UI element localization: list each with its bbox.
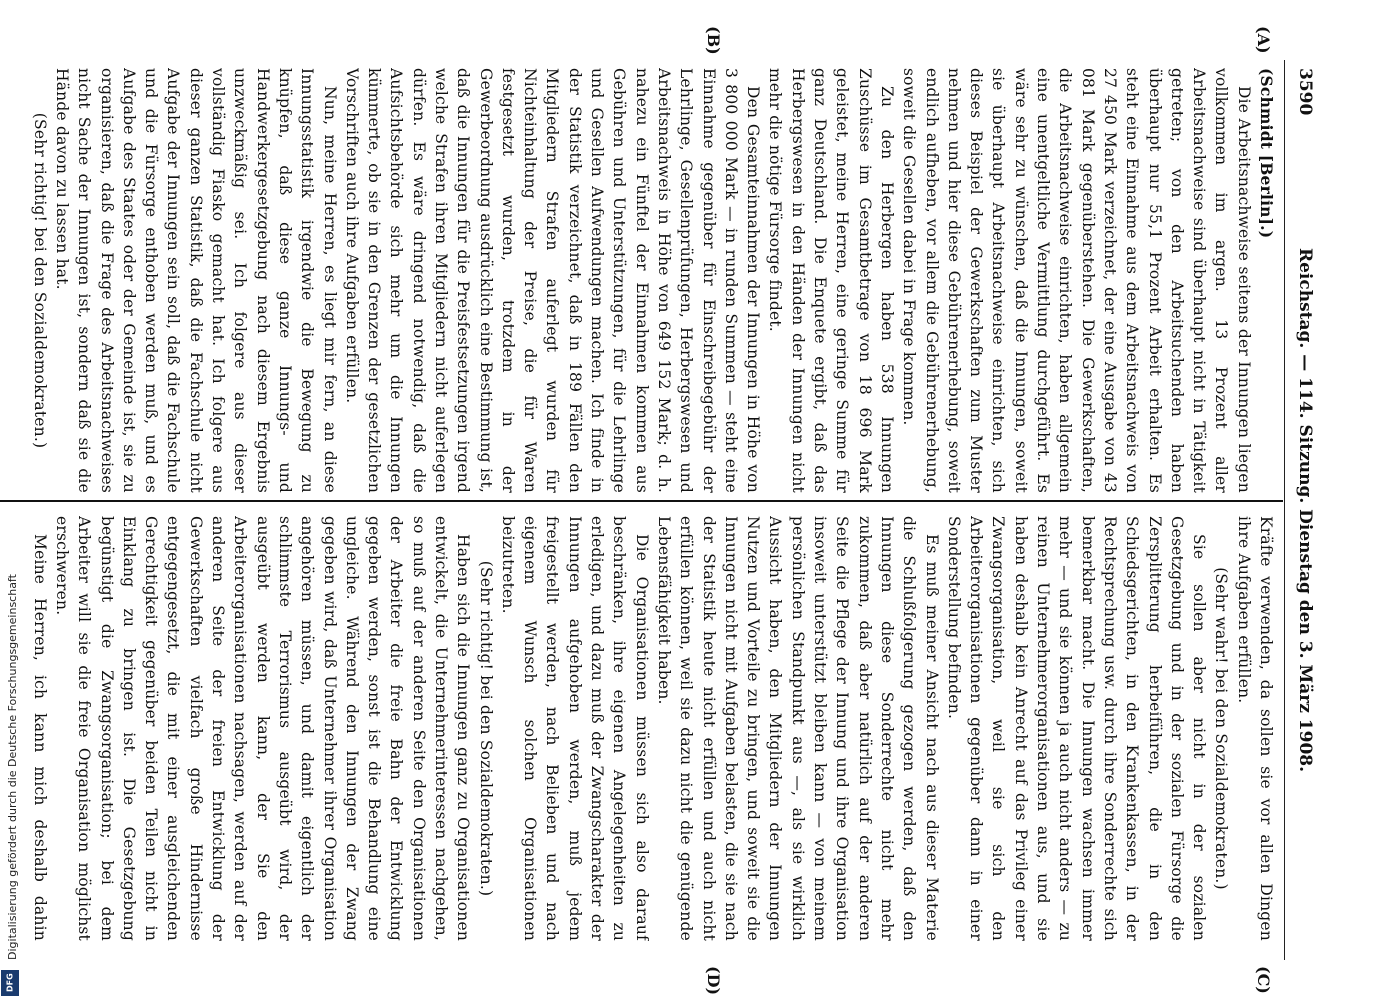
paragraph: Zu den Herbergen haben 538 Innungen Zuschüsse im Gesamtbetrage von 18 696 Mark geleistet, meine Herren, eine geringe Summe für ganz Deutschland. Die Enquete ergibt, daß das Herbergswesen in den Händen der Innungen nicht mehr die nötige Fürsorge findet. <box>766 68 896 493</box>
digitization-credit: Digitalisierung gefördert durch die Deutsche Forschungsgemeinschaft <box>6 574 19 960</box>
left-column <box>27 68 1277 493</box>
page-number: 3590 <box>1295 68 1315 116</box>
paragraph: Haben sich die Innungen ganz zu Organisationen entwickelt, die Unternehmerinteressen nachgehen, so muß auf der anderen Seite den Organisationen der Arbeiter die freie Bahn der Entwicklung gegeben werden, sonst ist die Behandlung eine ungleiche. Während den Innungen der Zwang gegeben wird, daß Unternehmer ihrer Organisation angehören müssen, und damit eigentlich der schlimmste Terrorismus ausgeübt wird, der ausgeübt werden kann, der Sie den Arbeiterorganisationen nachsagen, werden auf der anderen Seite der freien Entwicklung der Gewerkschaften vielfach große Hindernisse entgegengesetzt, die mit einer ausgleichenden Gerechtigkeit gegenüber beiden Teilen nicht in Einklang zu bringen ist. Die Gesetzgebung begünstigt die Zwangsorganisation; bei dem Arbeiter will sie die freie Organisation möglichst erschweren. <box>52 516 473 941</box>
paragraph: Kräfte verwenden, da sollen sie vor allen Dingen ihre Aufgaben erfüllen. <box>1234 516 1275 941</box>
interjection: (Sehr richtig! bei den Sozialdemokraten.) <box>30 112 49 449</box>
paragraph: Nun, meine Herren, es liegt mir fern, an diese Innungsstatistik irgendwie die Bewegung zu knüpfen, daß diese ganze Innungs- und Handwerkergesetzgebung nach diesem Ergebnis unzweckmäßig sei. Ich folgere aus dieser vollständig Fiasko gemacht hat. Ich folgere aus dieser ganzen Statistik, daß die Fachschule nicht Aufgabe der Innungen sein soll, daß die Fachschule und die Fürsorge enthoben werden muß, und es Aufgabe des Staates oder der Gemeinde ist, sie zu organisieren, daß die Frage des Arbeitsnachweises nicht Sache der Innungen ist, sondern daß sie die Hände davon zu lassen hat. <box>52 68 339 493</box>
interjection: (Sehr richtig! bei den Sozialdemokraten.) <box>476 560 495 897</box>
page-header <box>1284 60 1323 960</box>
right-column <box>27 516 1277 941</box>
paragraph: Den Gesamteinnahmen der Innungen in Höhe von 3 800 000 Mark — in runden Summen — steht eine Einnahme gegenüber für Einschreibegebühr der Lehrlinge, Gesellenprüfungen, Herbergswesen und Arbeitsnachweis in Höhe von 649 152 Mark; d. h. nahezu ein Fünftel der Einnahmen kommen aus Gebühren und Unterstützungen, für die Lehrlinge und Gesellen Aufwendungen machen. Ich finde in der Statistik verzeichnet, daß in 189 Fällen den Mitgliedern Strafen auferlegt wurden für Nichteinhaltung der Preise, die für Waren festgesetzt wurden, trotzdem in der Gewerbeordnung ausdrücklich eine Bestimmung ist, daß die Innungen für die Preisfestsetzungen irgend welche Strafen ihren Mitgliedern nicht auferlegen dürfen. Es wäre dringend notwendig, daß die Aufsichtsbehörde sich mehr um die Innungen kümmerte, ob sie in den Grenzen der gesetzlichen Vorschriften auch ihre Aufgaben erfüllen. <box>342 68 763 493</box>
margin-marker-b: (B) <box>704 26 723 55</box>
page-content <box>23 26 1323 996</box>
running-title: Reichstag. — 114. Sitzung. Dienstag den 3. März 1908. <box>1295 247 1315 773</box>
dfg-logo: DFG <box>1 970 19 996</box>
paragraph: Sie sollen aber nicht in der sozialen Gesetzgebung und in der sozialen Fürsorge die Zersplitterung herbeiführen, die in den Schiedsgerichten, in den Krankenkassen, in der Rechtsprechung usw. durch ihre Sonderrechte sich bemerkbar macht. Die Innungen wachsen immer mehr — und sie können ja auch nicht anders — zu reinen Unternehmerorganisationen aus, und sie haben deshalb kein Anrecht auf das Privileg einer Zwangsorganisation, weil sie sich den Arbeiterorganisationen gegenüber dann in einer Sonderstellung befinden. <box>944 516 1209 941</box>
margin-marker-a: (A) <box>1254 26 1273 54</box>
column-divider <box>0 500 1283 502</box>
margin-marker-c: (C) <box>1254 966 1273 994</box>
margin-marker-d: (D) <box>704 966 723 996</box>
paragraph: Die Arbeitsnachweise seitens der Innungen liegen vollkommen im argen. 13 Prozent aller Arbeitsnachweise sind überhaupt nicht in Tätigkeit getreten; von den Arbeitsuchenden haben überhaupt nur 55,1 Prozent Arbeit erhalten. Es steht eine Einnahme aus dem Arbeitsnachweis von 27 450 Mark verzeichnet, der eine Ausgabe von 43 081 Mark gegenüberstehen. Die Gewerkschaften, die Arbeitsnachweise einrichten, haben allgemein eine unentgeltliche Vermittlung durchgeführt. Es wäre sehr zu wünschen, daß die Innungen, soweit sie überhaupt Arbeitsnachweise einrichten, sich dieses Beispiel der Gewerkschaften zum Muster nehmen und hier diese Gebührenerhebung, soweit endlich aufheben, vor allem die Gebührenerhebung, soweit die Gesellen dabei in Frage kommen. <box>900 68 1253 493</box>
speaker-line: (Schmidt [Berlin].) <box>1257 68 1276 239</box>
interjection: (Sehr wahr! bei den Sozialdemokraten.) <box>1212 567 1231 890</box>
paragraph: Meine Herren, ich kann mich deshalb dahin <box>30 534 49 941</box>
paragraph: Es muß meiner Ansicht nach aus dieser Materie die Schlußfolgerung gezogen werden, daß den Innungen diese Sonderrechte nicht mehr zukommen, daß aber natürlich auf der anderen Seite die Pflege der Innung und ihre Organisation insoweit unterstützt bleiben kann — von meinem persönlichen Standpunkt aus —, als sie wirklich Aussicht haben, den Mitgliedern der Innungen Nutzen und Vorteile zu bringen, und soweit sie die Innungen nicht mit Aufgaben belasten, die sie nach der Statistik heute nicht erfüllen und auch nicht erfüllen können, weil sie dazu nicht die genügende Lebensfähigkeit haben. <box>654 516 941 941</box>
paragraph: Die Organisationen müssen sich also darauf beschränken, ihre eigenen Angelegenheiten zu erledigen, und dazu muß der Zwangscharakter der Innungen aufgehoben werden, muß jedem freigestellt werden, nach Belieben und nach eigenem Wunsch solchen Organisationen beizutreten. <box>498 516 651 941</box>
